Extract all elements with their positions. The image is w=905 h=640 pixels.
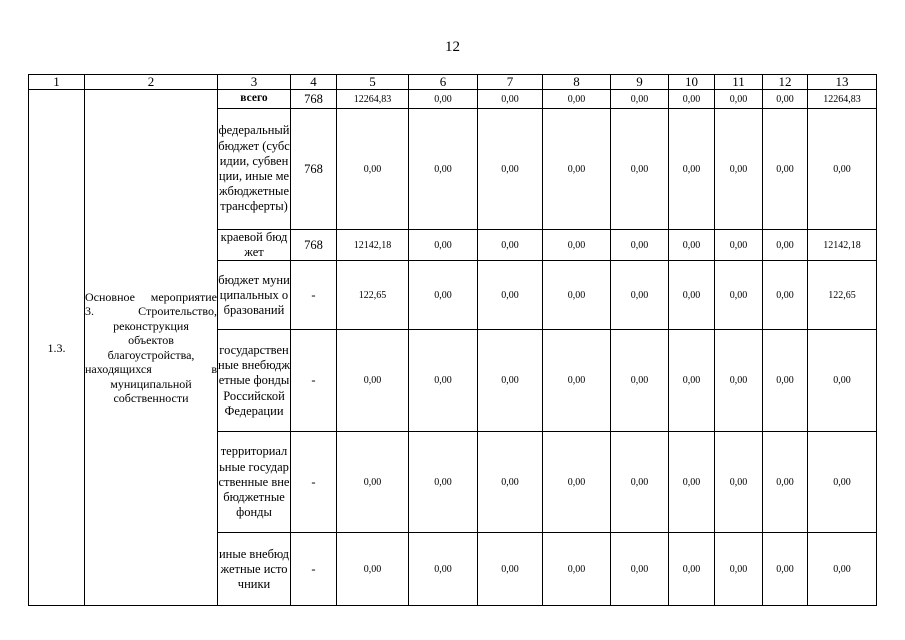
value-cell: 0,00	[715, 90, 763, 109]
value-cell: 0,00	[763, 432, 808, 533]
value-cell: 0,00	[611, 90, 669, 109]
description-line: находящихся в	[85, 362, 217, 377]
cell-col4: 768	[291, 109, 337, 230]
column-header: 11	[715, 75, 763, 90]
value-cell: 0,00	[409, 261, 478, 330]
value-cell: 0,00	[763, 533, 808, 606]
total-cell: 0,00	[808, 432, 877, 533]
column-header: 7	[478, 75, 543, 90]
row-code: 1.3.	[29, 90, 85, 606]
cell-col4: 768	[291, 230, 337, 261]
value-cell: 0,00	[611, 261, 669, 330]
value-cell: 0,00	[611, 109, 669, 230]
description-line: Основное мероприятие	[85, 289, 217, 304]
total-cell: 12142,18	[808, 230, 877, 261]
funding-source: федеральный бюджет (субсидии, субвенции, иные межбюджетные трансферты)	[218, 109, 291, 230]
value-cell: 0,00	[543, 90, 611, 109]
value-cell: 0,00	[409, 432, 478, 533]
value-cell: 12264,83	[337, 90, 409, 109]
column-header: 6	[409, 75, 478, 90]
funding-source: государственные внебюджетные фонды Российской Федерации	[218, 330, 291, 432]
value-cell: 0,00	[669, 261, 715, 330]
value-cell: 12142,18	[337, 230, 409, 261]
total-cell: 122,65	[808, 261, 877, 330]
value-cell: 0,00	[763, 90, 808, 109]
funding-source: бюджет муниципальных образований	[218, 261, 291, 330]
total-cell: 0,00	[808, 330, 877, 432]
value-cell: 0,00	[543, 432, 611, 533]
value-cell: 0,00	[715, 330, 763, 432]
description-line: благоустройства,	[107, 347, 195, 362]
funding-source: иные внебюджетные источники	[218, 533, 291, 606]
value-cell: 0,00	[478, 432, 543, 533]
value-cell: 0,00	[409, 230, 478, 261]
table-row	[29, 90, 877, 109]
value-cell: 0,00	[763, 261, 808, 330]
value-cell: 0,00	[478, 533, 543, 606]
value-cell: 0,00	[337, 330, 409, 432]
value-cell: 0,00	[543, 533, 611, 606]
activity-description	[85, 90, 218, 606]
value-cell: 0,00	[337, 109, 409, 230]
value-cell: 0,00	[337, 432, 409, 533]
value-cell: 0,00	[611, 533, 669, 606]
value-cell: 0,00	[669, 230, 715, 261]
value-cell: 0,00	[669, 533, 715, 606]
header-row	[29, 75, 877, 90]
funding-source: краевой бюджет	[218, 230, 291, 261]
value-cell: 0,00	[669, 330, 715, 432]
value-cell: 0,00	[763, 109, 808, 230]
funding-source: всего	[218, 90, 291, 109]
total-cell: 0,00	[808, 533, 877, 606]
total-cell: 12264,83	[808, 90, 877, 109]
description-line: собственности	[113, 391, 189, 406]
description-line: реконструкция	[113, 318, 189, 333]
value-cell: 0,00	[611, 432, 669, 533]
value-cell: 122,65	[337, 261, 409, 330]
value-cell: 0,00	[543, 230, 611, 261]
value-cell: 0,00	[763, 330, 808, 432]
cell-col4: -	[291, 330, 337, 432]
column-header: 5	[337, 75, 409, 90]
cell-col4: -	[291, 533, 337, 606]
total-cell: 0,00	[808, 109, 877, 230]
value-cell: 0,00	[715, 432, 763, 533]
value-cell: 0,00	[409, 109, 478, 230]
value-cell: 0,00	[715, 109, 763, 230]
value-cell: 0,00	[611, 330, 669, 432]
column-header: 8	[543, 75, 611, 90]
value-cell: 0,00	[543, 109, 611, 230]
value-cell: 0,00	[669, 90, 715, 109]
value-cell: 0,00	[543, 261, 611, 330]
column-header: 4	[291, 75, 337, 90]
description-line: объектов	[128, 333, 174, 348]
cell-col4: -	[291, 432, 337, 533]
page-number: 12	[445, 39, 460, 55]
value-cell: 0,00	[669, 109, 715, 230]
column-header: 2	[85, 75, 218, 90]
description-line: 3. Строительство,	[85, 304, 217, 319]
column-header: 10	[669, 75, 715, 90]
value-cell: 0,00	[715, 230, 763, 261]
cell-col4: -	[291, 261, 337, 330]
value-cell: 0,00	[478, 330, 543, 432]
funding-table	[28, 74, 877, 606]
value-cell: 0,00	[478, 230, 543, 261]
value-cell: 0,00	[478, 261, 543, 330]
value-cell: 0,00	[409, 330, 478, 432]
value-cell: 0,00	[337, 533, 409, 606]
column-header: 13	[808, 75, 877, 90]
value-cell: 0,00	[763, 230, 808, 261]
value-cell: 0,00	[409, 533, 478, 606]
column-header: 3	[218, 75, 291, 90]
value-cell: 0,00	[715, 261, 763, 330]
column-header: 9	[611, 75, 669, 90]
column-header: 1	[29, 75, 85, 90]
value-cell: 0,00	[715, 533, 763, 606]
value-cell: 0,00	[669, 432, 715, 533]
value-cell: 0,00	[478, 109, 543, 230]
value-cell: 0,00	[409, 90, 478, 109]
column-header: 12	[763, 75, 808, 90]
value-cell: 0,00	[478, 90, 543, 109]
value-cell: 0,00	[543, 330, 611, 432]
cell-col4: 768	[291, 90, 337, 109]
value-cell: 0,00	[611, 230, 669, 261]
description-line: муниципальной	[110, 376, 192, 391]
funding-source: территориальные государственные внебюджетные фонды	[218, 432, 291, 533]
